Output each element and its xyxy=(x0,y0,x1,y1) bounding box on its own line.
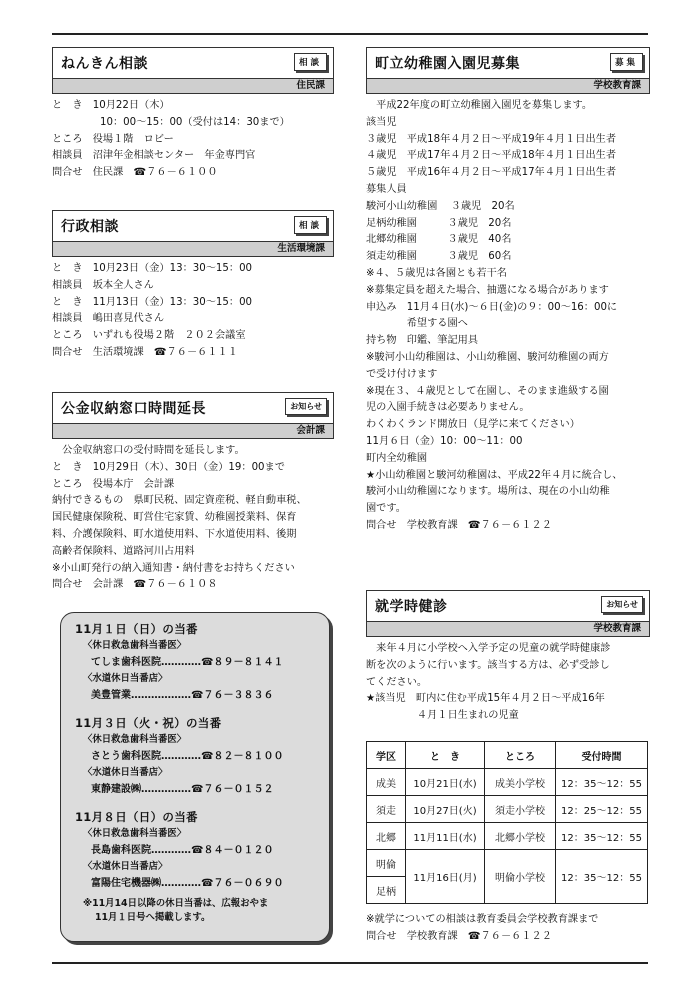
contact-line: 問合せ 学校教育課 ☎７６－６１２２ xyxy=(366,519,552,531)
duty-note: 11月１日号へ掲載します。 xyxy=(95,912,211,923)
merger-line: ★小山幼稚園と駿河幼稚園は、平成22年４月に統合し、 xyxy=(366,469,623,481)
note-line: ※募集定員を超えた場合、抽選になる場合があります xyxy=(366,284,609,296)
table-cell: 12：35～12：55 xyxy=(556,850,648,904)
subheading: 該当児 xyxy=(366,116,397,128)
eligibility-line: ４歳児 平成17年４月２日～平成18年４月１日出生者 xyxy=(366,150,617,162)
duty-day-title: 11月３日（火・祝）の当番 xyxy=(75,716,222,730)
section-kenshin xyxy=(366,590,650,725)
leader-dots: ………… xyxy=(161,751,201,762)
leader-dots: ………… xyxy=(161,878,201,889)
dental-label: 〈休日救急歯科当番医〉 xyxy=(83,640,187,651)
table-cell: 12：25～12：55 xyxy=(556,796,648,823)
section-title: 町立幼稚園入園児募集 xyxy=(375,56,520,72)
open-day-line: 町内全幼稚園 xyxy=(366,452,428,464)
water-tel: ☎７６－０６９０ xyxy=(201,878,284,889)
capacity-line: 北郷幼稚園 ３歳児 40名 xyxy=(366,234,512,246)
holiday-duty-box xyxy=(60,612,330,942)
leader-dots: …………… xyxy=(141,784,191,795)
water-label: 〈水道休日当番店〉 xyxy=(83,673,168,684)
kenshin-footer xyxy=(366,912,650,946)
column-header: と き xyxy=(406,742,485,769)
section-header xyxy=(52,392,334,424)
contact-line: 問合せ 住民課 ☎７６－６１００ xyxy=(52,167,218,179)
eligibility-line: ５歳児 平成16年４月２日～平成17年４月１日出生者 xyxy=(366,167,617,179)
duty-day-title: 11月８日（日）の当番 xyxy=(75,810,198,824)
section-title: 就学時健診 xyxy=(375,599,448,615)
table-cell: 成美 xyxy=(367,769,406,796)
water-entry xyxy=(61,780,329,799)
dental-entry xyxy=(61,841,329,860)
table-cell: 11月16日(月) xyxy=(406,850,485,904)
capacity-line: 須走幼稚園 ３歳児 60名 xyxy=(366,251,512,263)
table-cell: 10月21日(水) xyxy=(406,769,485,796)
section-body xyxy=(366,94,650,535)
eligibility-line: ３歳児 平成18年４月２日～平成19年４月１日出生者 xyxy=(366,133,617,145)
time-line: 10：00～15：00（受付は14：30まで） xyxy=(100,116,290,128)
duty-day xyxy=(61,713,329,799)
exam-schedule-table xyxy=(366,741,648,904)
section-header xyxy=(366,47,650,79)
capacity-line: 駿河小山幼稚園 ３歳児 20名 xyxy=(366,200,515,212)
top-rule xyxy=(52,33,648,35)
items-line: 持ち物 印鑑、筆記用具 xyxy=(366,335,479,347)
note-line: ※４、５歳児は各園とも若干名 xyxy=(366,267,507,279)
eligibility-line: ４月１日生まれの児童 xyxy=(366,710,519,722)
table-cell: 明倫小学校 xyxy=(485,850,556,904)
counselor-line: 相談員 嶋田喜見代さん xyxy=(52,313,165,325)
payable-line: 国民健康保険税、町営住宅家賃、幼稚園授業料、保育 xyxy=(52,512,297,524)
table-cell: 須走小学校 xyxy=(485,796,556,823)
intro-line: 断を次のように行います。該当する方は、必ず受診し xyxy=(366,659,610,671)
section-body xyxy=(366,637,650,725)
water-name: 東静建設㈱ xyxy=(91,784,141,795)
section-header xyxy=(366,590,650,622)
table-row xyxy=(367,769,648,796)
contact-line: 問合せ 生活環境課 ☎７６－６１１１ xyxy=(52,346,238,358)
duty-day-title: 11月１日（日）の当番 xyxy=(75,622,198,636)
payable-line: 料、介護保険料、町水道使用料、下水道使用料、後期 xyxy=(52,528,297,540)
eligibility-line: ★該当児 町内に住む平成15年４月２日～平成16年 xyxy=(366,693,605,705)
water-name: 富陽住宅機器㈱ xyxy=(91,878,161,889)
capacity-line: 足柄幼稚園 ３歳児 20名 xyxy=(366,217,512,229)
duty-day xyxy=(61,807,329,893)
column-header: 受付時間 xyxy=(556,742,648,769)
water-label: 〈水道休日当番店〉 xyxy=(83,767,168,778)
dental-name: 長島歯科医院 xyxy=(91,845,151,856)
date-line: と き 11月13日（金）13：30～15：00 xyxy=(52,296,253,308)
note-line: ※小山町発行の納入通知書・納付書をお持ちください xyxy=(52,562,295,574)
recruit-badge: 募集 xyxy=(610,53,643,71)
department-label: 会計課 xyxy=(52,424,334,439)
section-body xyxy=(52,439,334,594)
contact-line: 問合せ 会計課 ☎７６－６１０８ xyxy=(52,579,218,591)
contact-line: 問合せ 学校教育課 ☎７６－６１２２ xyxy=(366,930,552,942)
column-header: 学区 xyxy=(367,742,406,769)
section-body xyxy=(52,257,334,362)
payable-line: 納付できるもの 県町民税、固定資産税、軽自動車税、 xyxy=(52,495,307,507)
section-header xyxy=(52,210,334,242)
section-youchien xyxy=(366,47,650,535)
merger-line: 園です。 xyxy=(366,503,406,515)
table-row xyxy=(367,850,648,877)
duty-note: ※11月14日以降の休日当番は、広報おやま xyxy=(83,898,269,909)
department-label: 学校教育課 xyxy=(366,622,650,637)
subheading: 募集人員 xyxy=(366,183,407,195)
dental-tel: ☎８９－８１４１ xyxy=(201,657,284,668)
department-label: 住民課 xyxy=(52,79,334,94)
water-label: 〈水道休日当番店〉 xyxy=(83,861,168,872)
place-line: ところ 役場本庁 会計課 xyxy=(52,478,175,490)
table-cell: 12：35～12：55 xyxy=(556,823,648,850)
note-line: ※駿河小山幼稚園は、小山幼稚園、駿河幼稚園の両方 xyxy=(366,351,609,363)
application-line: 希望する園へ xyxy=(366,318,468,330)
department-label: 生活環境課 xyxy=(52,242,334,257)
place-line: ところ いずれも役場２階 ２０２会議室 xyxy=(52,330,246,342)
section-nenkin xyxy=(52,47,334,182)
note-line: で受け付けます xyxy=(366,368,438,380)
section-title: 行政相談 xyxy=(61,219,119,235)
place-line: ところ 役場１階 ロビー xyxy=(52,133,174,145)
table-cell: 11月11日(水) xyxy=(406,823,485,850)
counselor-line: 相談員 沼津年金相談センター 年金専門官 xyxy=(52,150,256,162)
water-tel: ☎７６－０１５２ xyxy=(191,784,274,795)
section-header xyxy=(52,47,334,79)
section-title: ねんきん相談 xyxy=(61,56,148,72)
table-cell: 北郷小学校 xyxy=(485,823,556,850)
note-line: ※現在３、４歳児として在園し、そのまま進級する園 xyxy=(366,385,609,397)
leader-dots: ………… xyxy=(151,845,191,856)
dental-label: 〈休日救急歯科当番医〉 xyxy=(83,828,187,839)
payable-line: 高齢者保険料、道路河川占用料 xyxy=(52,545,195,557)
counselor-line: 相談員 坂本全人さん xyxy=(52,279,154,291)
column-header: ところ xyxy=(485,742,556,769)
water-entry xyxy=(61,686,329,705)
merger-line: 駿河小山幼稚園になります。場所は、現在の小山幼稚 xyxy=(366,486,610,498)
notice-badge: お知らせ xyxy=(601,596,643,613)
water-name: 美豊管業 xyxy=(91,690,131,701)
dental-entry xyxy=(61,653,329,672)
water-entry xyxy=(61,874,329,893)
note-line: 児の入園手続きは必要ありません。 xyxy=(366,402,530,414)
date-line: と き 10月22日（木） xyxy=(52,100,170,111)
leader-dots: ………… xyxy=(161,657,201,668)
table-cell: 須走 xyxy=(367,796,406,823)
section-title: 公金収納窓口時間延長 xyxy=(61,401,206,417)
section-koukin xyxy=(52,392,334,594)
water-tel: ☎７６－３８３６ xyxy=(191,690,274,701)
intro-line: てください。 xyxy=(366,676,428,688)
open-day-line: 11月６日（金）10：00～11：00 xyxy=(366,435,523,447)
table-cell: 12：35～12：55 xyxy=(556,769,648,796)
notice-badge: お知らせ xyxy=(285,398,327,415)
table-cell: 成美小学校 xyxy=(485,769,556,796)
table-row xyxy=(367,796,648,823)
dental-name: さとう歯科医院 xyxy=(91,751,161,762)
section-body xyxy=(52,94,334,182)
open-day-line: わくわくランド開放日（見学に来てください） xyxy=(366,419,580,431)
table-cell: 北郷 xyxy=(367,823,406,850)
dental-tel: ☎８４－０１２０ xyxy=(191,845,274,856)
table-cell: 10月27日(火) xyxy=(406,796,485,823)
section-gyosei xyxy=(52,210,334,362)
dental-entry xyxy=(61,747,329,766)
table-cell: 足柄 xyxy=(367,877,406,904)
note-line: ※就学についての相談は教育委員会学校教育課まで xyxy=(366,914,599,925)
application-line: 申込み 11月４日(水)～６日(金)の９：00～16：00に xyxy=(366,301,618,313)
department-label: 学校教育課 xyxy=(366,79,650,94)
intro-line: 公金収納窓口の受付時間を延長します。 xyxy=(52,445,245,456)
table-header-row xyxy=(367,742,648,769)
table-row xyxy=(367,823,648,850)
duty-day xyxy=(61,619,329,705)
dental-tel: ☎８２－８１００ xyxy=(201,751,284,762)
consult-badge: 相談 xyxy=(294,216,327,234)
intro-line: 来年４月に小学校へ入学予定の児童の就学時健康診 xyxy=(366,643,611,654)
date-line: と き 10月29日（木）、30日（金）19：00まで xyxy=(52,461,285,473)
bottom-rule xyxy=(52,962,648,964)
dental-label: 〈休日救急歯科当番医〉 xyxy=(83,734,187,745)
intro-line: 平成22年度の町立幼稚園入園児を募集します。 xyxy=(366,100,593,111)
consult-badge: 相談 xyxy=(294,53,327,71)
table-cell: 明倫 xyxy=(367,850,406,877)
leader-dots: ……………… xyxy=(131,690,191,701)
date-line: と き 10月23日（金）13：30～15：00 xyxy=(52,263,253,274)
dental-name: てしま歯科医院 xyxy=(91,657,161,668)
